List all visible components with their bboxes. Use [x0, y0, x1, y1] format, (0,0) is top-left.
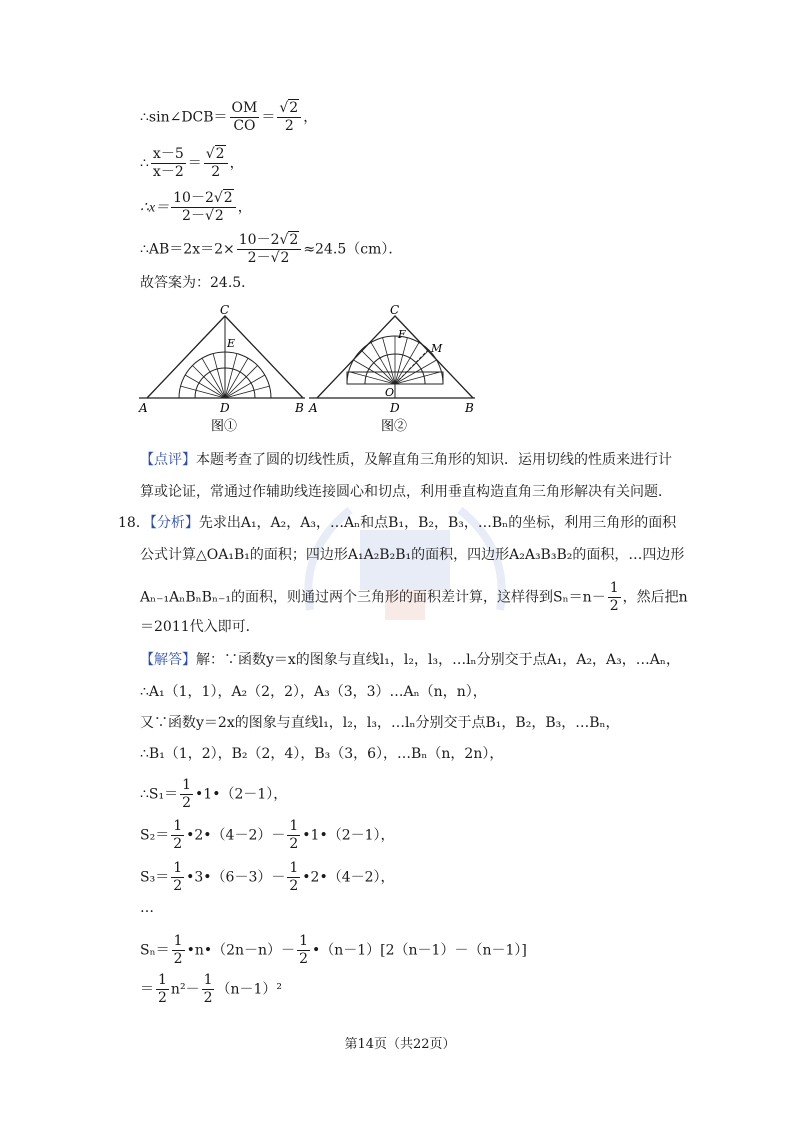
fraction: $\frac{√2}{2}$ [204, 146, 228, 181]
label-B: B [295, 401, 304, 415]
protractor-ray [383, 338, 395, 384]
fraction-half: $\frac{1}{2}$ [182, 777, 192, 811]
label-O: O [385, 386, 395, 399]
q18-line-1: 18．【分析】先求出A₁，A₂，A₃，…Aₙ和点B₁，B₂，B₃，…Bₙ的坐标，利用三角形的面积 [118, 515, 677, 531]
label-A: A [309, 401, 318, 415]
comment-line-2: 算或论证，常通过作辅助线连接圆心和切点，利用垂直构造直角三角形解决有关问题． [140, 484, 672, 500]
q18-line-2: 公式计算△OA₁B₁的面积；四边形A₁A₂B₂B₁的面积，四边形A₂A₃B₃B₂的面积，…四边形 [140, 547, 685, 563]
solution-line-3: 又∵函数y＝2x的图象与直线l₁，l₂，l₃，…lₙ分别交于点B₁，B₂，B₃，…Bₙ， [140, 715, 620, 731]
fraction-half: $\frac{1}{2}$ [158, 972, 167, 1006]
label-B: B [465, 401, 474, 415]
eq-line-3: ∴x＝ $\frac{10-2√2}{2-√2}$ ， [140, 190, 252, 224]
fraction: $\frac{√2}{2}$ [277, 100, 301, 135]
eq-line-1: ∴sin∠DCB＝ $\frac{OM}{CO}$ ＝ $\frac{√2}{2}$ ， [140, 100, 318, 134]
eq-line-2: ∴ $\frac{x-5}{x-2}$ ＝ $\frac{√2}{2}$ ， [140, 146, 244, 180]
fraction-half: $\frac{1}{2}$ [173, 933, 183, 967]
fraction-half: $\frac{1}{2}$ [299, 933, 308, 967]
solution-eq-2: S₂＝ $\frac{1}{2}$ •2•（4－2）－ $\frac{1}{2}$ •1•（2－1）， [140, 818, 395, 852]
eq-text: ∴sin∠DCB＝ [140, 109, 228, 126]
protractor-ray [225, 354, 237, 398]
fraction: $\frac{10-2√2}{2-√2}$ [171, 190, 236, 225]
answer-line: 故答案为：24.5． [140, 275, 256, 291]
eq-line-4: ∴AB＝2x＝2× $\frac{10-2√2}{2-√2}$ ≈24.5（cm）． [140, 232, 403, 266]
label-F: F [398, 328, 406, 341]
solution-eq-n: Sₙ＝ $\frac{1}{2}$ •n•（2n－n）－ $\frac{1}{2}$ •（n－1）[2（n－1）－（n－1）] [140, 933, 527, 967]
solution-eq-3: S₃＝ $\frac{1}{2}$ •3•（6－3）－ $\frac{1}{2}$ •2•（4－2）， [140, 860, 395, 894]
figure-1 [138, 303, 305, 434]
label-C: C [390, 303, 400, 317]
protractor-ray [181, 386, 225, 398]
fraction-half: $\frac{1}{2}$ [289, 818, 299, 852]
figure-2-caption: 图② [381, 419, 408, 434]
figure-1-caption: 图① [211, 419, 238, 434]
protractor-ray [213, 354, 225, 398]
geometry-figures [135, 302, 480, 442]
solution-dots: … [140, 900, 154, 916]
fraction: $\frac{OM}{CO}$ [231, 100, 258, 134]
fraction: $\frac{10-2√2}{2-√2}$ [237, 232, 302, 267]
protractor-ray [225, 386, 269, 398]
fraction-half: $\frac{1}{2}$ [173, 860, 183, 894]
label-A: A [139, 401, 148, 415]
solution-line-2: ∴A₁（1，1），A₂（2，2），A₃（3，3）…Aₙ（n，n）， [140, 684, 487, 700]
protractor-ray [395, 372, 441, 384]
solution-line-4: ∴B₁（1，2），B₂（2，4），B₃（3，6），…Bₙ（n，2n）， [140, 746, 504, 762]
fraction-half: $\frac{1}{2}$ [289, 860, 299, 894]
q18-line-3: Aₙ₋₁AₙBₙBₙ₋₁的面积，则通过两个三角形的面积差计算，这样得到Sₙ＝n－ $\frac{1}{2}$ ，然后把n [140, 580, 688, 614]
fraction: $\frac{1}{2}$ [609, 580, 619, 614]
fraction: $\frac{x-5}{x-2}$ [152, 146, 184, 180]
label-D: D [220, 401, 230, 415]
page-footer: 第14页（共22页） [344, 1037, 456, 1052]
comment-line-1: 【点评】本题考查了圆的切线性质，及解直角三角形的知识．运用切线的性质来进行计 [140, 452, 672, 468]
q18-line-4: ＝2011代入即可． [140, 619, 260, 635]
label-C: C [220, 303, 230, 317]
figure-2 [308, 303, 475, 434]
label-E: E [227, 337, 236, 350]
solution-eq-final: ＝ $\frac{1}{2}$ n²－ $\frac{1}{2}$ （n－1）² [140, 972, 283, 1006]
label-D: D [390, 401, 400, 415]
analysis-tag: 【分析】 [149, 515, 199, 531]
solution-line-1: 【解答】解：∵函数y＝x的图象与直线l₁，l₂，l₃，…lₙ分别交于点A₁，A₂，A₃，…Aₙ， [140, 652, 680, 668]
solution-eq-1: ∴S₁＝ $\frac{1}{2}$ •1•（2－1）， [140, 777, 288, 811]
comment-tag: 【点评】 [140, 452, 196, 468]
label-M: M [431, 342, 443, 355]
fraction-half: $\frac{1}{2}$ [203, 972, 213, 1006]
protractor-ray [349, 372, 395, 384]
fraction-half: $\frac{1}{2}$ [173, 818, 183, 852]
solution-tag: 【解答】 [140, 652, 196, 668]
protractor-ray [395, 338, 407, 384]
